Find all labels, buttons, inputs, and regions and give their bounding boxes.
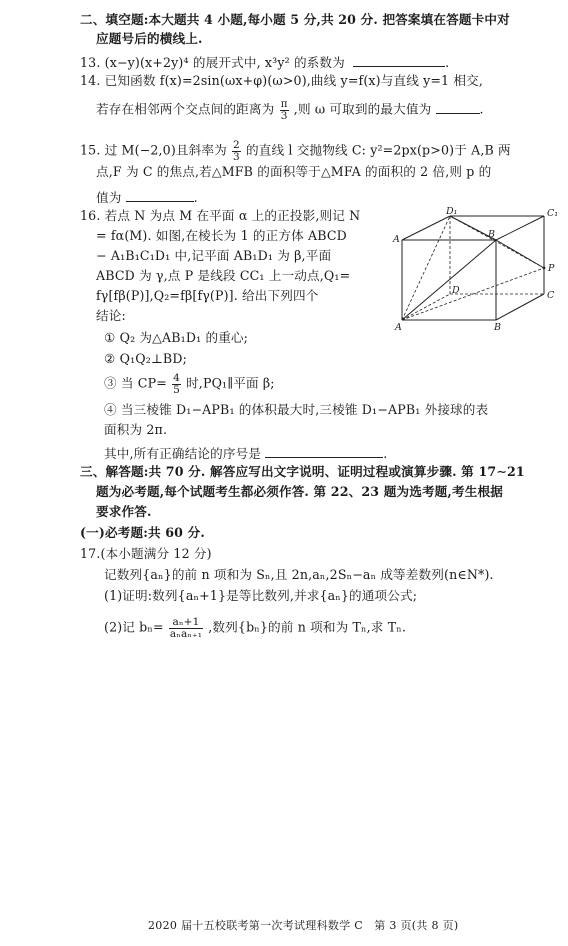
q16-c3-frac-den: 5 (173, 383, 180, 396)
q16-line-3: ABCD 为 γ,点 P 是线段 CC₁ 上一动点,Q₁= (96, 268, 351, 283)
part-1-heading: (一)必考题:共 60 分. (80, 525, 205, 540)
q17-line1: 记数列{aₙ}的前 n 项和为 Sₙ,且 2n,aₙ,2Sₙ−aₙ 成等差数列(n∈N*). (104, 567, 494, 582)
label-A1: A (393, 234, 400, 245)
q13-text: (x−y)(x+2y)⁴ 的展开式中, x³y² 的系数为 (104, 55, 345, 70)
q15-answer-blank[interactable] (126, 189, 194, 202)
question-14-line1 (80, 75, 483, 88)
q15-fraction (232, 140, 241, 162)
q16-conclusion-4-line1: ④ 当三棱锥 D₁−APB₁ 的体积最大时,三棱锥 D₁−APB₁ 外接球的表 (104, 402, 489, 417)
section-3-line3: 要求作答. (96, 504, 152, 519)
section-3-line1: 三、解答题:共 70 分. 解答应写出文字说明、证明过程或演算步骤. 第 17∼21 (80, 464, 525, 479)
label-P: P (548, 263, 555, 274)
q15-number: 15. (80, 142, 101, 158)
q15-frac-num: 2 (233, 139, 240, 151)
q16-line-2: − A₁B₁C₁D₁ 中,记平面 AB₁D₁ 为 β,平面 (96, 248, 332, 263)
q17-line2: (1)证明:数列{aₙ+1}是等比数列,并求{aₙ}的通项公式; (104, 588, 418, 603)
q17-line3-b: ,数列{bₙ}的前 n 项和为 Tₙ,求 Tₙ. (208, 619, 406, 635)
q16-c3-fraction (172, 373, 181, 395)
label-D1: D₁ (446, 206, 458, 217)
question-15-line3: 值为 . (96, 190, 198, 205)
label-B: B (494, 322, 501, 333)
q16-number: 16. (80, 208, 101, 223)
q16-line-4: fγ[fβ(P)],Q₂=fβ[fγ(P)]. 给出下列四个 (96, 288, 319, 303)
q17-frac-den: aₙaₙ₊₁ (169, 627, 203, 640)
section-2-title: 二、填空题:本大题共 4 小题,每小题 5 分,共 20 分. 把答案填在答题卡中对 (80, 12, 510, 27)
q16-conclusion-2: ② Q₁Q₂⊥BD; (104, 351, 187, 366)
q16-line-1: = fα(M). 如图,在棱长为 1 的正方体 ABCD (96, 228, 347, 243)
q14-fraction (280, 99, 289, 121)
question-17-head (80, 548, 212, 561)
q16-conclusion-4-line2: 面积为 2π. (104, 422, 168, 437)
q15-frac-den: 3 (233, 150, 240, 163)
q16-c3-frac-num: 4 (173, 372, 180, 384)
q17-head: (本小题满分 12 分) (100, 546, 212, 561)
label-B1: B (488, 229, 495, 240)
q14-number: 14. (80, 73, 101, 88)
cube-figure (392, 206, 562, 334)
label-D: D (452, 285, 460, 296)
q16-conclusion-1: ① Q₂ 为△AB₁D₁ 的重心; (104, 330, 249, 345)
q14-line1: 已知函数 f(x)=2sin(ωx+φ)(ω>0),曲线 y=f(x)与直线 y=1 相交, (104, 73, 484, 88)
q16-c3-a: ③ 当 CP= (104, 375, 167, 391)
section-3-line2: 题为必考题,每个试题考生都必须作答. 第 22、23 题为选考题,考生根据 (96, 484, 503, 499)
q15-line1-b: 的直线 l 交抛物线 C: y²=2px(p>0)于 A,B 两 (246, 142, 511, 158)
q16-final-text: 其中,所有正确结论的序号是 (104, 446, 262, 461)
q17-frac-num: aₙ+1 (169, 617, 203, 629)
q16-final: 其中,所有正确结论的序号是 . (104, 446, 388, 461)
q15-line3: 值为 (96, 190, 122, 205)
label-C: C (547, 290, 555, 301)
q17-number: 17. (80, 546, 101, 561)
q16-answer-blank[interactable] (265, 445, 383, 458)
q17-line3 (104, 617, 406, 639)
q13-number: 13. (80, 55, 101, 70)
q17-fraction (169, 617, 203, 639)
q14-line2-a: 若存在相邻两个交点间的距离为 (96, 101, 275, 117)
question-15-line1 (80, 140, 511, 162)
q14-line2-b: ,则 ω 可取到的最大值为 (293, 101, 432, 117)
q14-answer-blank[interactable] (436, 101, 480, 114)
q16-conclusion-3 (104, 373, 275, 395)
q15-line1-a: 过 M(−2,0)且斜率为 (104, 142, 227, 158)
question-14-line2: 若存在相邻两个交点间的距离为 $\frac{\pi}{3}$ ,则 ω 可取到的最大值为 . (96, 98, 484, 122)
q13-answer-blank[interactable] (353, 54, 445, 67)
page-footer: 2020 届十五校联考第一次考试理科数学 C 第 3 页(共 8 页) (148, 919, 459, 932)
question-15-line2: 点,F 为 C 的焦点,若△MFB 的面积等于△MFA 的面积的 2 倍,则 p 的 (96, 164, 492, 179)
q16-line-0: 若点 N 为点 M 在平面 α 上的正投影,则记 N (104, 208, 361, 223)
label-C1: C₁ (547, 208, 559, 219)
q14-frac-num: π (280, 98, 288, 110)
question-16-line1 (80, 210, 360, 223)
q16-c3-b: 时,PQ₁∥平面 β; (186, 375, 275, 391)
q17-line3-a: (2)记 bₙ= (104, 619, 164, 635)
label-A: A (395, 322, 402, 333)
q14-frac-den: 3 (280, 109, 288, 122)
q16-line-5: 结论: (96, 308, 126, 323)
question-13: 13. (x−y)(x+2y)⁴ 的展开式中, x³y² 的系数为 . (80, 55, 450, 70)
section-2-title-cont: 应题号后的横线上. (96, 31, 203, 46)
